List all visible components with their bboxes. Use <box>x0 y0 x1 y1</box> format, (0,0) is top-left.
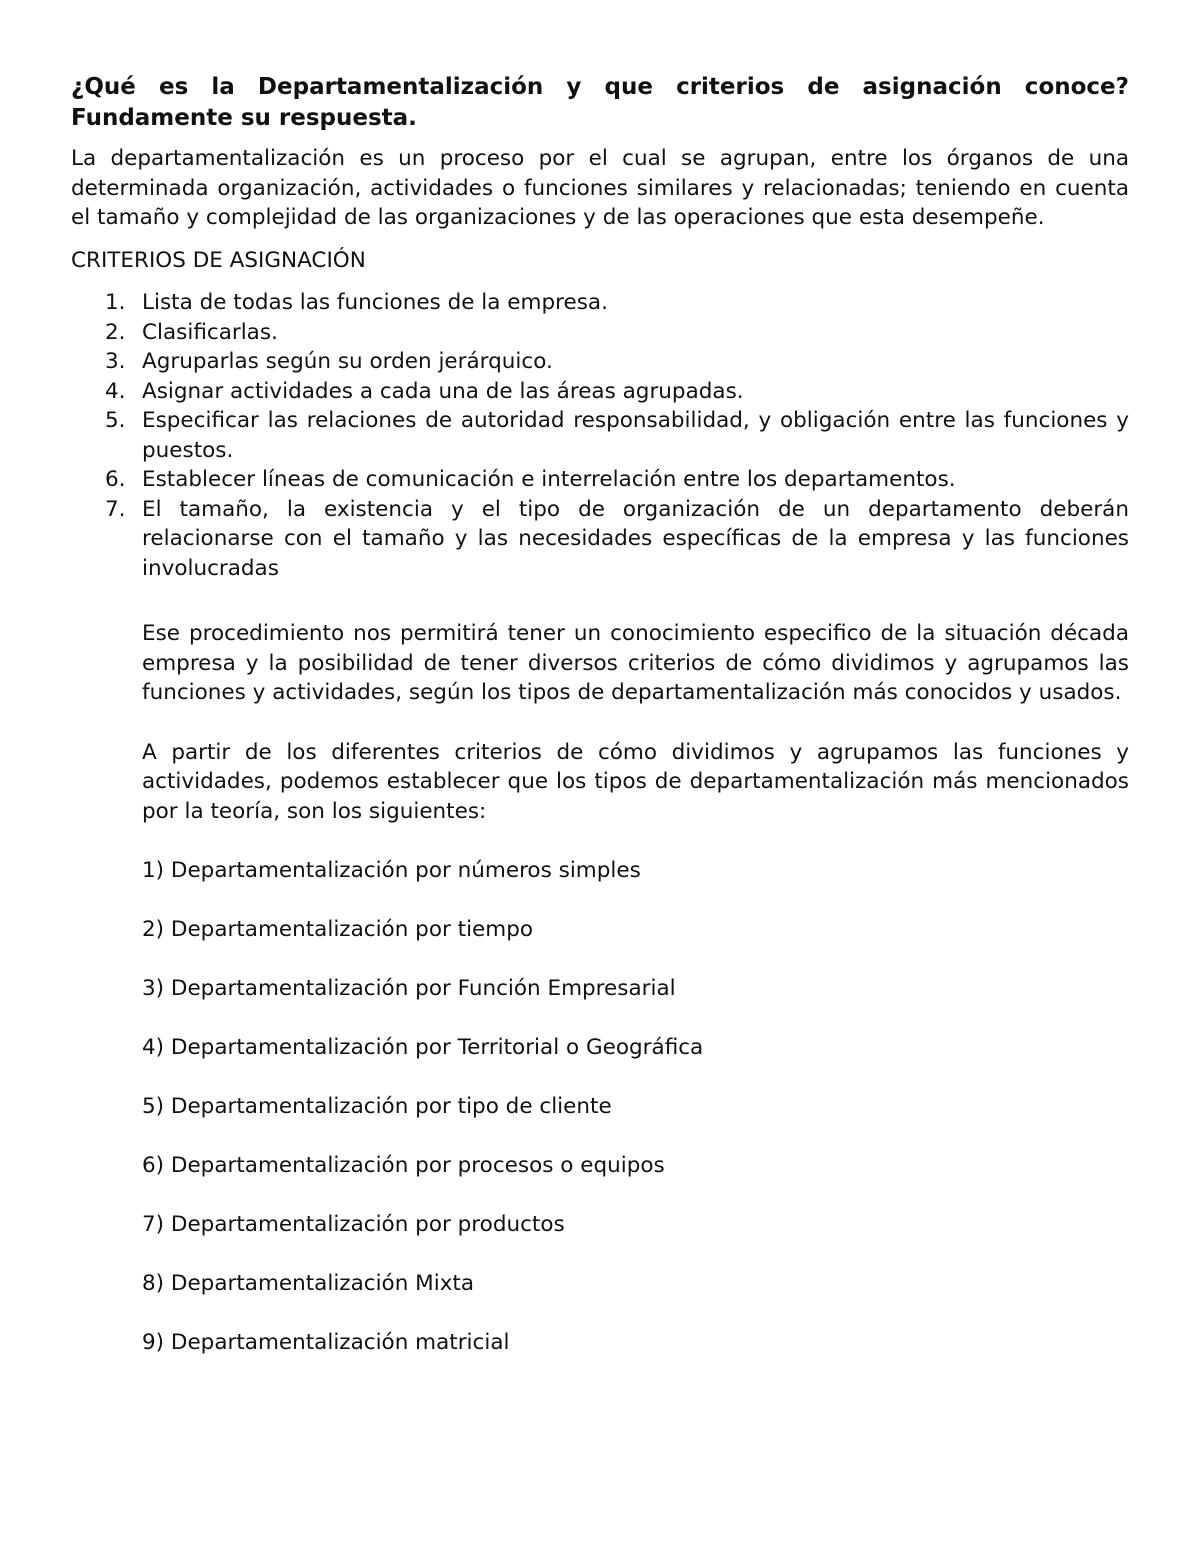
criteria-item <box>71 347 1129 377</box>
criteria-item-text: Clasificarlas. <box>142 319 278 345</box>
criteria-item-number: 5. <box>105 408 126 433</box>
criteria-item-number: 4. <box>105 378 126 404</box>
type-item: 7) Departamentalización por productos <box>142 1212 565 1237</box>
type-item: 5) Departamentalización por tipo de cliente <box>142 1094 612 1119</box>
criteria-item-text: Asignar actividades a cada una de las áreas agrupadas. <box>142 378 744 404</box>
criteria-item-number: 1. <box>105 290 126 315</box>
criteria-list <box>71 288 1129 583</box>
document-title: ¿Qué es la Departamentalización y que criterios de asignación conoce? Fundamente su respuesta. <box>71 74 1129 131</box>
type-item: 4) Departamentalización por Territorial o Geográfica <box>142 1035 704 1060</box>
intro-paragraph: La departamentalización es un proceso por el cual se agrupan, entre los órganos de una determinada organización, actividades o funciones similares y relacionadas; teniendo en cuenta el tamaño y complejidad de las organizaciones y de las operaciones que esta desempeñe. <box>71 146 1129 230</box>
criteria-item-number: 3. <box>105 349 126 374</box>
criteria-item <box>71 495 1129 584</box>
criteria-item <box>71 377 1129 407</box>
types-intro-paragraph: A partir de los diferentes criterios de cómo dividimos y agrupamos las funciones y actividades, podemos establecer que los tipos de departamentalización más mencionados por la teoría, son los siguientes: <box>142 739 1129 824</box>
type-item: 1) Departamentalización por números simples <box>142 858 641 883</box>
criteria-item <box>71 318 1129 348</box>
type-item: 2) Departamentalización por tiempo <box>142 917 534 942</box>
criteria-item <box>71 465 1129 495</box>
criteria-item-text: Agruparlas según su orden jerárquico. <box>142 349 553 374</box>
criteria-heading: CRITERIOS DE ASIGNACIÓN <box>71 247 366 273</box>
type-item: 8) Departamentalización Mixta <box>142 1271 475 1296</box>
criteria-item-number: 2. <box>105 319 126 345</box>
criteria-item-text: Establecer líneas de comunicación e interrelación entre los departamentos. <box>142 467 956 492</box>
criteria-item <box>71 288 1129 318</box>
criteria-item-number: 7. <box>105 496 126 522</box>
document-page <box>71 72 1129 1387</box>
criteria-item <box>71 406 1129 465</box>
type-item: 3) Departamentalización por Función Empresarial <box>142 976 676 1001</box>
criteria-item-text: El tamaño, la existencia y el tipo de organización de un departamento deberán relacionarse con el tamaño y las necesidades específicas de la empresa y las funciones involucradas <box>142 496 1129 581</box>
procedure-paragraph: Ese procedimiento nos permitirá tener un conocimiento especifico de la situación década empresa y la posibilidad de tener diversos criterios de cómo dividimos y agrupamos las funciones y actividades, según los tipos de departamentalización más conocidos y usados. <box>142 621 1129 705</box>
criteria-item-text: Lista de todas las funciones de la empresa. <box>142 290 608 315</box>
type-item: 6) Departamentalización por procesos o equipos <box>142 1153 665 1178</box>
criteria-item-text: Especificar las relaciones de autoridad responsabilidad, y obligación entre las funciones y puestos. <box>142 408 1129 463</box>
criteria-item-number: 6. <box>105 467 126 492</box>
type-item: 9) Departamentalización matricial <box>142 1330 510 1355</box>
types-list <box>142 856 1129 1358</box>
